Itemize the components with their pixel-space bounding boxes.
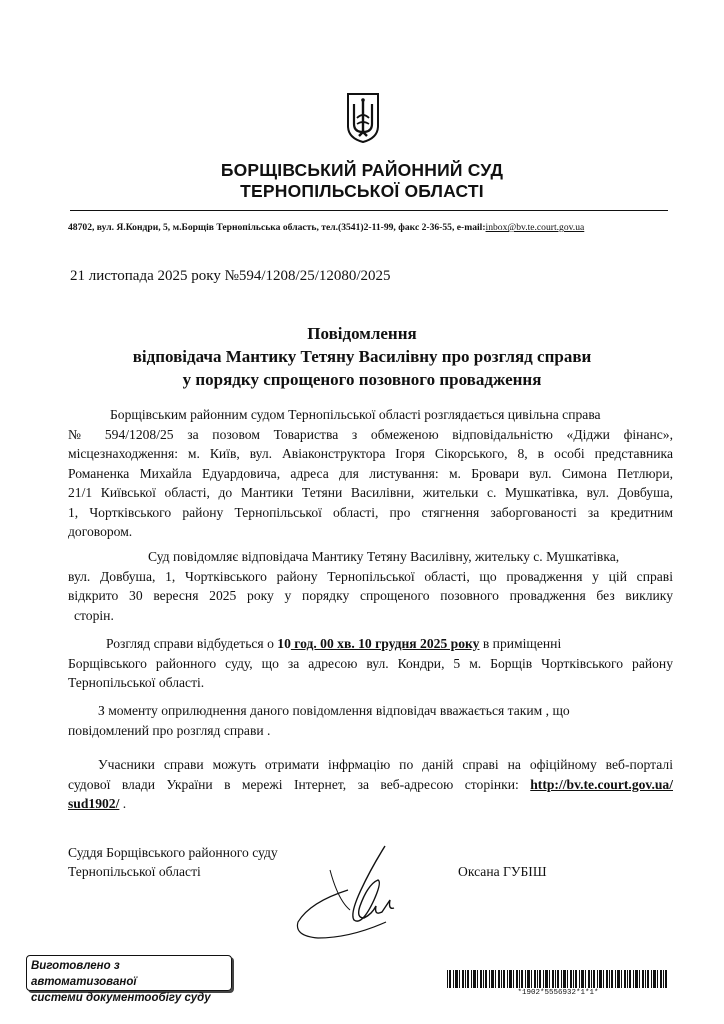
barcode-bar [467,970,469,988]
barcode-bar [531,970,532,988]
text-line: № 594/1208/25 за позовом Товариства з обмеженою відповідальністю «Діджи фінанс», [68,426,673,442]
barcode-bar [597,970,598,988]
paragraph-web-portal [68,755,673,814]
barcode-bar [606,970,608,988]
court-website-link-part2[interactable]: sud1902/ [68,796,120,811]
judge-name: Оксана ГУБІШ [458,864,547,879]
barcode-bar [657,970,658,988]
paragraph-considered-notified [68,701,673,740]
stamp-line2: системи документообігу суду [31,992,211,1004]
barcode-bar [509,970,512,988]
barcode-bar [483,970,484,988]
text-line: Учасники справи можуть отримати інфрмацію по даній справі на офіційному веб-порталі [98,757,673,772]
barcode-bar [579,970,580,988]
barcode-bar [591,970,592,988]
text-line [68,634,673,654]
barcode-bar [563,970,566,988]
barcode-bar [653,970,656,988]
court-name-line2: ТЕРНОПІЛЬСЬКОЇ ОБЛАСТІ [240,181,484,201]
judge-position-line2: Тернопільської області [68,864,201,879]
barcode-bar [581,970,584,988]
automated-system-stamp [26,955,232,1004]
barcode-bar [471,970,472,988]
barcode-bar [527,970,530,988]
barcode-bar [588,970,590,988]
barcode-bar [489,970,490,988]
barcode-bar [621,970,622,988]
barcode-bar [629,970,631,988]
handwritten-signature-icon [290,840,430,945]
header-divider [70,210,668,211]
text-line: місцезнаходження: м. Київ, вул. Авіаконструктора Ігоря Сікорського, 8, в особі представника [68,446,673,461]
judge-position-line1: Суддя Борщівського районного суду [68,845,278,860]
barcode-bar [633,970,634,988]
barcode-bar [642,970,644,988]
hearing-text-start: Розгляд справи відбудеться о [106,636,278,651]
barcode-bar [449,970,451,988]
notice-title-line2: відповідача Мантику Тетяну Василівну про розгляд справи [132,347,592,366]
barcode-bar [539,970,541,988]
barcode-bar [549,970,550,988]
barcode-bar [453,970,454,988]
barcode-bar [465,970,466,988]
barcode-bar [615,970,616,988]
barcode-bar [534,970,536,988]
barcode-bar [485,970,487,988]
web-portal-text: судової влади України в мережі Інтернет, за веб-адресою сторінки: [68,776,531,792]
text-line: сторін. [74,607,114,623]
text-line: відкрито 30 вересня 2025 року у порядку спрощеного позовного провадження без виклику [68,588,673,603]
text-line: повідомлений про розгляд справи . [68,722,271,738]
barcode-bar [567,970,568,988]
text-line [68,775,673,795]
barcode-bar [561,970,562,988]
barcode-bar [573,970,574,988]
barcode-bar [447,970,448,988]
stamp-line1: Виготовлено з автоматизованої [31,960,137,988]
text-line: Романенка Михайла Едуардовича, адреса для листування: м. Бровари вул. Симона Петлюри, [68,465,673,481]
hearing-text-end: в приміщенні [479,636,562,651]
barcode-bar [519,970,520,988]
barcode-bar [473,970,476,988]
barcode-bar [570,970,572,988]
hearing-datetime: год. 00 хв. 10 грудня 2025 року [290,636,480,651]
barcode-bar [624,970,626,988]
barcode-bar [647,970,649,988]
barcode-bar [575,970,577,988]
barcode-bar [495,970,496,988]
text-line: договором. [68,524,133,539]
text-line: З моменту оприлюднення даного повідомлення відповідач вважається таким , що [98,703,570,718]
judge-position [68,843,278,881]
barcode-bar [552,970,554,988]
paragraph-case-description [68,405,673,542]
notice-title-line3: у порядку спрощеного позовного провадження [182,370,542,389]
paragraph-notification [68,547,673,625]
barcode-bar [459,970,460,988]
barcode-bar [660,970,662,988]
paragraph-hearing-date [68,634,673,693]
barcode-bar [603,970,604,988]
court-address [68,222,584,233]
barcode-bar [545,970,548,988]
court-name-line1: БОРЩІВСЬКИЙ РАЙОННИЙ СУД [220,160,504,180]
barcode-bar [525,970,526,988]
barcode-bar [480,970,482,988]
barcode-bar [651,970,652,988]
barcode-bar [491,970,494,988]
barcode-bar [516,970,518,988]
notice-title: Повідомлення [307,324,417,343]
court-address-text: 48702, вул. Я.Кондри, 5, м.Борщів Тернопільська область, тел.(3541)2-11-99, факс 2-36-55, e-mail: [68,222,486,233]
barcode-bar [645,970,646,988]
text-line [68,794,673,814]
barcode-bar [639,970,640,988]
barcode-bar [543,970,544,988]
barcode-bar [609,970,610,988]
barcode-bar [501,970,502,988]
barcode-bar [599,970,602,988]
text-end: . [119,796,127,811]
text-line: Суд повідомляє відповідача Мантику Тетяну Василівну, жительку с. Мушкатівка, [148,549,620,564]
barcode-number: *1902*5556932*1*1* [517,989,599,997]
text-line: Борщівським районним судом Тернопільської області розглядається цивільна справа [110,407,601,422]
barcode-bar [585,970,586,988]
barcode-bar [557,970,559,988]
barcode-bar [498,970,500,988]
text-line: Тернопільської області. [68,675,205,690]
document-barcode-icon [447,970,669,988]
barcode-bar [555,970,556,988]
text-line: 1, Чортківського району Тернопільської області, про стягнення заборгованості за кредитним [68,504,673,520]
barcode-bar [537,970,538,988]
barcode-bar [462,970,464,988]
barcode-bar [665,970,667,988]
barcode-bar [617,970,620,988]
court-email-link[interactable]: inbox@bv.te.court.gov.ua [485,222,585,233]
barcode-bar [503,970,505,988]
barcode-bar [611,970,613,988]
date-and-number: 21 листопада 2025 року №594/1208/25/12080/2025 [70,268,391,284]
barcode-bar [455,970,458,988]
hearing-hour: 10 [277,636,291,651]
coat-of-arms-icon [346,92,380,144]
barcode-bar [593,970,595,988]
text-line: 21/1 Київської області, до Мантики Тетяни Василівни, жительки с. Мушкатівка, вул. Довбуша, [68,485,673,500]
barcode-bar [477,970,478,988]
barcode-bar [627,970,628,988]
barcode-bar [635,970,638,988]
court-website-link[interactable]: http://bv.te.court.gov.ua/ [530,776,673,792]
text-line: Борщівського районного суду, що за адресою вул. Кондри, 5 м. Борщів Чортківського району [68,655,673,671]
barcode-bar [663,970,664,988]
barcode-bar [521,970,523,988]
barcode-bar [507,970,508,988]
barcode-bar [513,970,514,988]
text-line: вул. Довбуша, 1, Чортківського району Тернопільської області, що провадження у цій справі [68,568,673,584]
